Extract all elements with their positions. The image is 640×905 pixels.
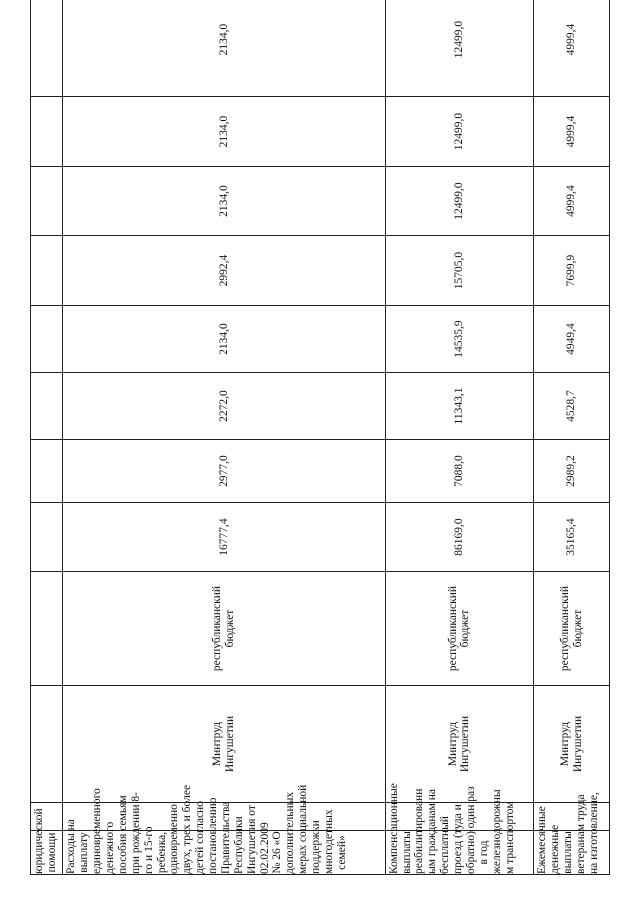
name-line: юридической — [33, 808, 45, 874]
name-line: дополнительных — [284, 791, 297, 874]
name-line: Правительства — [219, 801, 232, 874]
name-line: помощи — [45, 832, 58, 873]
rotated-table-wrapper — [30, 15, 610, 875]
name-line: денежные — [548, 824, 561, 874]
name-line: Компенсационные — [387, 783, 400, 874]
source-line: республиканский — [558, 585, 571, 672]
cell-empty — [31, 0, 63, 97]
name-line: железнодорожны — [490, 789, 503, 874]
name-line: денежного — [104, 821, 116, 874]
cell-empty — [31, 503, 63, 572]
name-line: мерах социальной — [297, 784, 310, 874]
name-line: постановлению — [207, 797, 219, 874]
cell-value-year: 11343,1 — [385, 373, 533, 440]
cell-empty — [31, 440, 63, 503]
source-line: республиканский — [446, 585, 459, 672]
cell-value-year: 2977,0 — [63, 440, 385, 503]
cell-value-year: 12499,0 — [385, 167, 533, 236]
name-line: Расходы на — [65, 819, 78, 874]
name-line: одновременно — [168, 804, 181, 874]
cell-value-year: 2134,0 — [63, 0, 385, 97]
name-line: ым гражданам на — [426, 788, 439, 874]
name-line: многодетных — [322, 809, 335, 874]
cell-empty — [31, 306, 63, 373]
cell-executor — [63, 686, 385, 803]
cell-value-year: 2134,0 — [63, 167, 385, 236]
cell-funding-source — [534, 572, 610, 686]
cell-value-year: 4999,4 — [534, 167, 610, 236]
cell-measure-name — [534, 792, 610, 875]
cell-name-fragment — [31, 808, 63, 875]
cell-empty — [31, 236, 63, 306]
executor-line: Минтруд — [558, 721, 571, 767]
cell-value-total: 16777,4 — [63, 503, 385, 572]
executor-line: Ингушетии — [224, 715, 237, 773]
name-line: обратно) один раз — [464, 786, 477, 874]
cell-value-year: 15705,0 — [385, 236, 533, 306]
name-line: выплаты — [400, 831, 413, 874]
cell-value-year: 2992,4 — [63, 236, 385, 306]
budget-table — [30, 0, 610, 875]
cell-value-year: 4999,4 — [534, 97, 610, 167]
cell-empty — [31, 373, 63, 440]
cell-value-year: 4999,4 — [534, 0, 610, 97]
table-row — [63, 0, 385, 875]
cell-value-year: 14535,9 — [385, 306, 533, 373]
cell-value-year: 4528,7 — [534, 373, 610, 440]
executor-line: Минтруд — [446, 721, 459, 767]
cell-value-year: 2272,0 — [63, 373, 385, 440]
cell-value-year: 2989,2 — [534, 440, 610, 503]
name-line: в год — [477, 840, 490, 865]
executor-line: Ингушетии — [571, 715, 584, 773]
table-row — [534, 0, 610, 875]
cell-empty — [31, 97, 63, 167]
name-line: двух, трех и более — [181, 784, 194, 874]
table-row-header-fragment — [31, 0, 63, 875]
cell-measure-name — [385, 783, 533, 875]
name-line: выплаты — [561, 831, 574, 874]
cell-empty — [31, 167, 63, 236]
cell-funding-source — [63, 572, 385, 686]
name-line: Ежемесячные — [536, 806, 549, 874]
name-line: на изготовление, — [587, 792, 600, 874]
name-line: при рождении 8- — [129, 792, 142, 874]
cell-value-year: 12499,0 — [385, 97, 533, 167]
cell-value-total: 86169,0 — [385, 503, 533, 572]
name-line: Республики — [232, 816, 245, 874]
cell-value-year: 4949,4 — [534, 306, 610, 373]
cell-value-total: 35165,4 — [534, 503, 610, 572]
cell-executor — [534, 686, 610, 803]
name-line: ребенка, — [155, 831, 168, 874]
cell-value-year: 7088,0 — [385, 440, 533, 503]
name-line: выплату — [78, 832, 91, 873]
source-line: бюджет — [459, 609, 472, 648]
name-line: бесплатный — [439, 816, 452, 874]
name-line: 02.02.2009 — [258, 822, 271, 874]
name-line: проезд (туда и — [452, 804, 465, 874]
cell-value-year: 7699,9 — [534, 236, 610, 306]
cell-value-year: 12499,0 — [385, 0, 533, 97]
executor-line: Ингушетии — [459, 715, 472, 773]
name-line: реабилитированн — [413, 788, 426, 874]
name-line: Ингушетия от — [245, 805, 258, 874]
executor-line: Минтруд — [211, 721, 224, 767]
name-line: пособия семьям — [116, 795, 129, 874]
cell-measure-name — [63, 784, 385, 875]
name-line: семей» — [335, 835, 348, 870]
table-row — [385, 0, 533, 875]
cell-empty — [31, 686, 63, 803]
source-line: республиканский — [211, 585, 224, 672]
name-line: го и 15-го — [142, 826, 155, 874]
source-line: бюджет — [224, 609, 237, 648]
name-line: детей согласно — [194, 801, 207, 874]
name-line: поддержки — [310, 820, 322, 874]
cell-value-year: 2134,0 — [63, 306, 385, 373]
source-line: бюджет — [571, 609, 584, 648]
name-line: № 26 «О — [271, 831, 284, 874]
cell-value-year: 2134,0 — [63, 97, 385, 167]
cell-executor — [385, 686, 533, 803]
cell-funding-source — [385, 572, 533, 686]
name-line: м транспортом — [503, 801, 516, 874]
name-line: единовременного — [91, 788, 104, 874]
cell-empty — [31, 572, 63, 686]
name-line: ветеранам труда — [574, 794, 587, 874]
